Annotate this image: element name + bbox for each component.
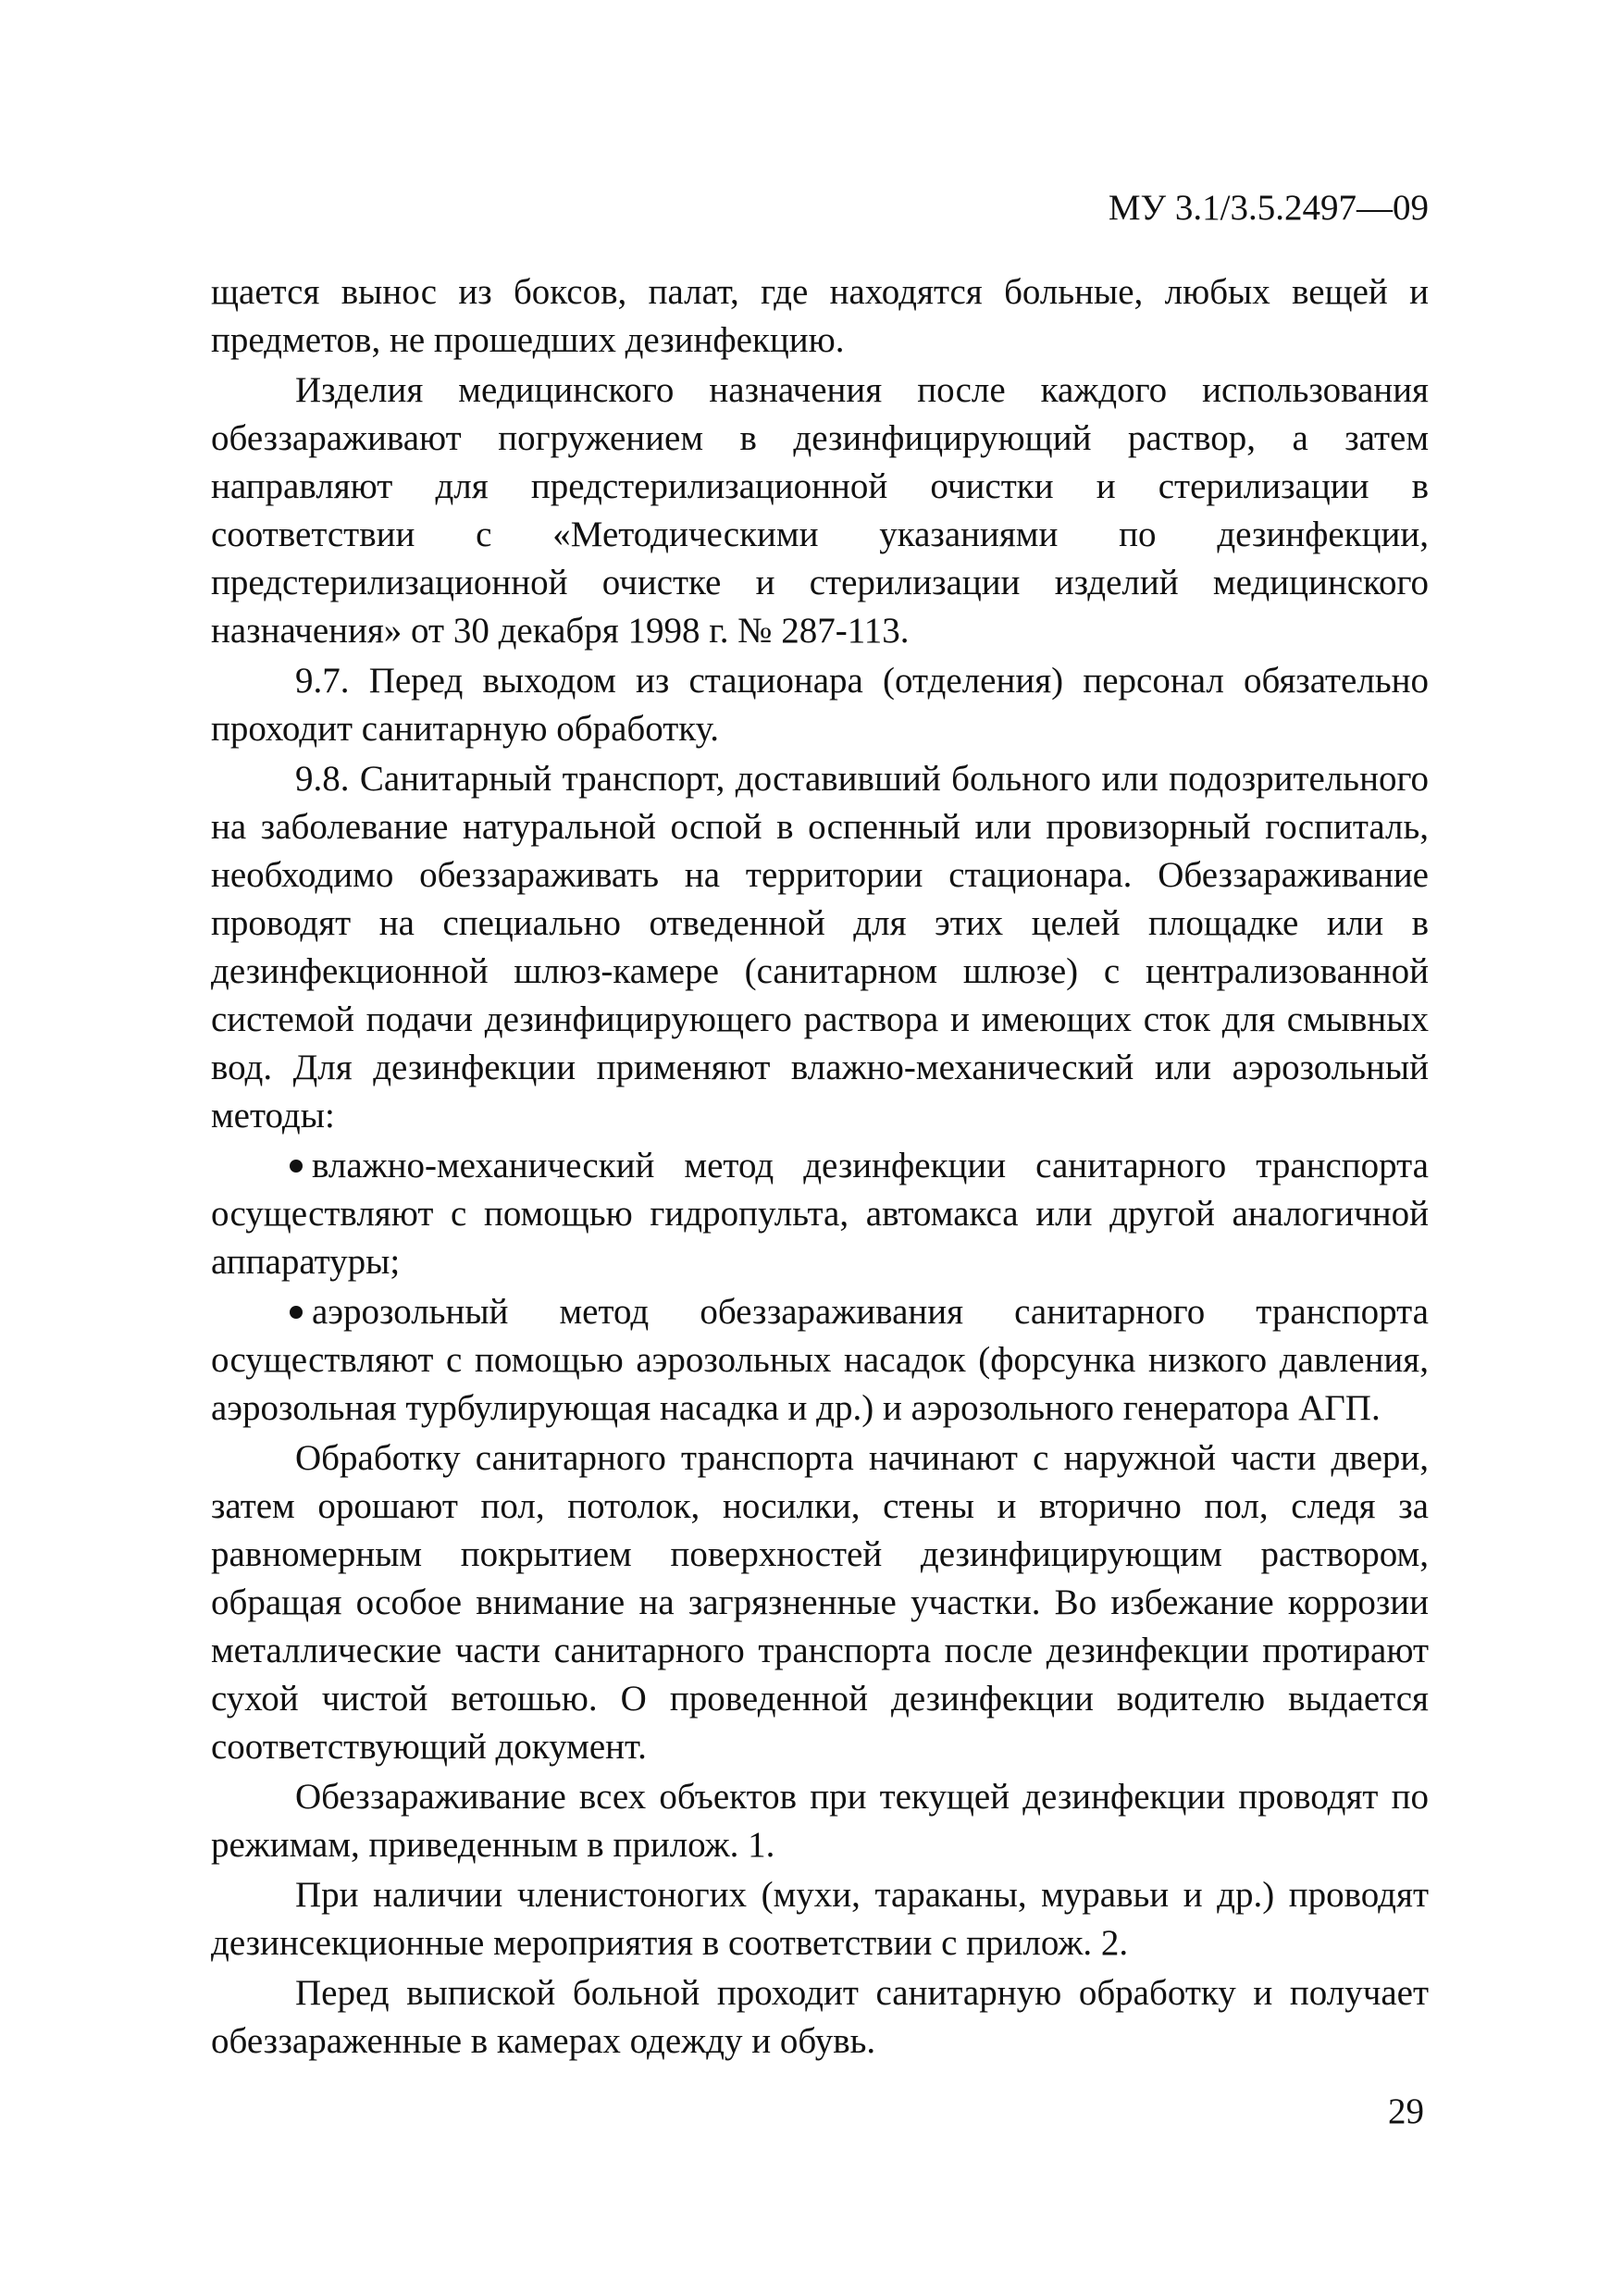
paragraph-continuation: щается вынос из боксов, палат, где находятся больные, любых вещей и предметов, не прошедших дезинфекцию.	[211, 272, 1429, 360]
paragraph-discharge: Перед выпиской больной проходит санитарную обработку и получает обеззараженные в камерах одежду и обувь.	[211, 1973, 1429, 2061]
paragraph-disinfection-modes: Обеззараживание всех объектов при текущей дезинфекции проводят по режимам, приведенным в прилож. 1.	[211, 1777, 1429, 1865]
paragraph-medical-devices: Изделия медицинского назначения после каждого использования обеззараживают погружением в дезинфицирующий раствор, а затем направляют для предстерилизационной очистки и стерилизации в соответствии с «Методическими указаниями по дезинфекции, предстерилизационной очистке и стерилизации изделий медицинского назначения» от 30 декабря 1998 г. № 287-113.	[211, 370, 1429, 651]
paragraph-9-8: 9.8. Санитарный транспорт, доставивший больного или подозрительного на заболевание натуральной оспой в оспенный или провизорный госпиталь, необходимо обеззараживать на территории стационара. Обеззараживание проводят на специально отведенной для этих целей площадке или в дезинфекционной шлюз-камере (санитарном шлюзе) с централизованной системой подачи дезинфицирующего раствора и имеющих сток для смывных вод. Для дезинфекции применяют влажно-механический или аэрозольный методы:	[211, 759, 1429, 1136]
bullet-text: влажно-механический метод дезинфекции санитарного транспорта осуществляют с помощью гидропульта, автомакса или другой аналогичной аппаратуры;	[211, 1146, 1429, 1282]
page-body	[211, 268, 1429, 2067]
bullet-item-aerosol	[211, 1288, 1429, 1433]
bullet-icon	[290, 1306, 303, 1319]
paragraph-arthropods: При наличии членистоногих (мухи, тараканы, муравьи и др.) проводят дезинсекционные мероприятия в соответствии с прилож. 2.	[211, 1875, 1429, 1963]
paragraph-9-7: 9.7. Перед выходом из стационара (отделения) персонал обязательно проходит санитарную обработку.	[211, 661, 1429, 749]
bullet-text: аэрозольный метод обеззараживания санитарного транспорта осуществляют с помощью аэрозольных насадок (форсунка низкого давления, аэрозольная турбулирующая насадка и др.) и аэрозольного генератора АГП.	[211, 1292, 1429, 1428]
paragraph-transport-treatment: Обработку санитарного транспорта начинают с наружной части двери, затем орошают пол, потолок, носилки, стены и вторично пол, следя за равномерным покрытием поверхностей дезинфицирующим раствором, обращая особое внимание на загрязненные участки. Во избежание коррозии металлические части санитарного транспорта после дезинфекции протирают сухой чистой ветошью. О проведенной дезинфекции водителю выдается соответствующий документ.	[211, 1438, 1429, 1767]
bullet-item-wet-mechanical	[211, 1142, 1429, 1286]
document-code-header: МУ 3.1/3.5.2497—09	[1108, 188, 1429, 228]
page-number: 29	[1388, 2091, 1424, 2131]
bullet-icon	[290, 1160, 303, 1173]
